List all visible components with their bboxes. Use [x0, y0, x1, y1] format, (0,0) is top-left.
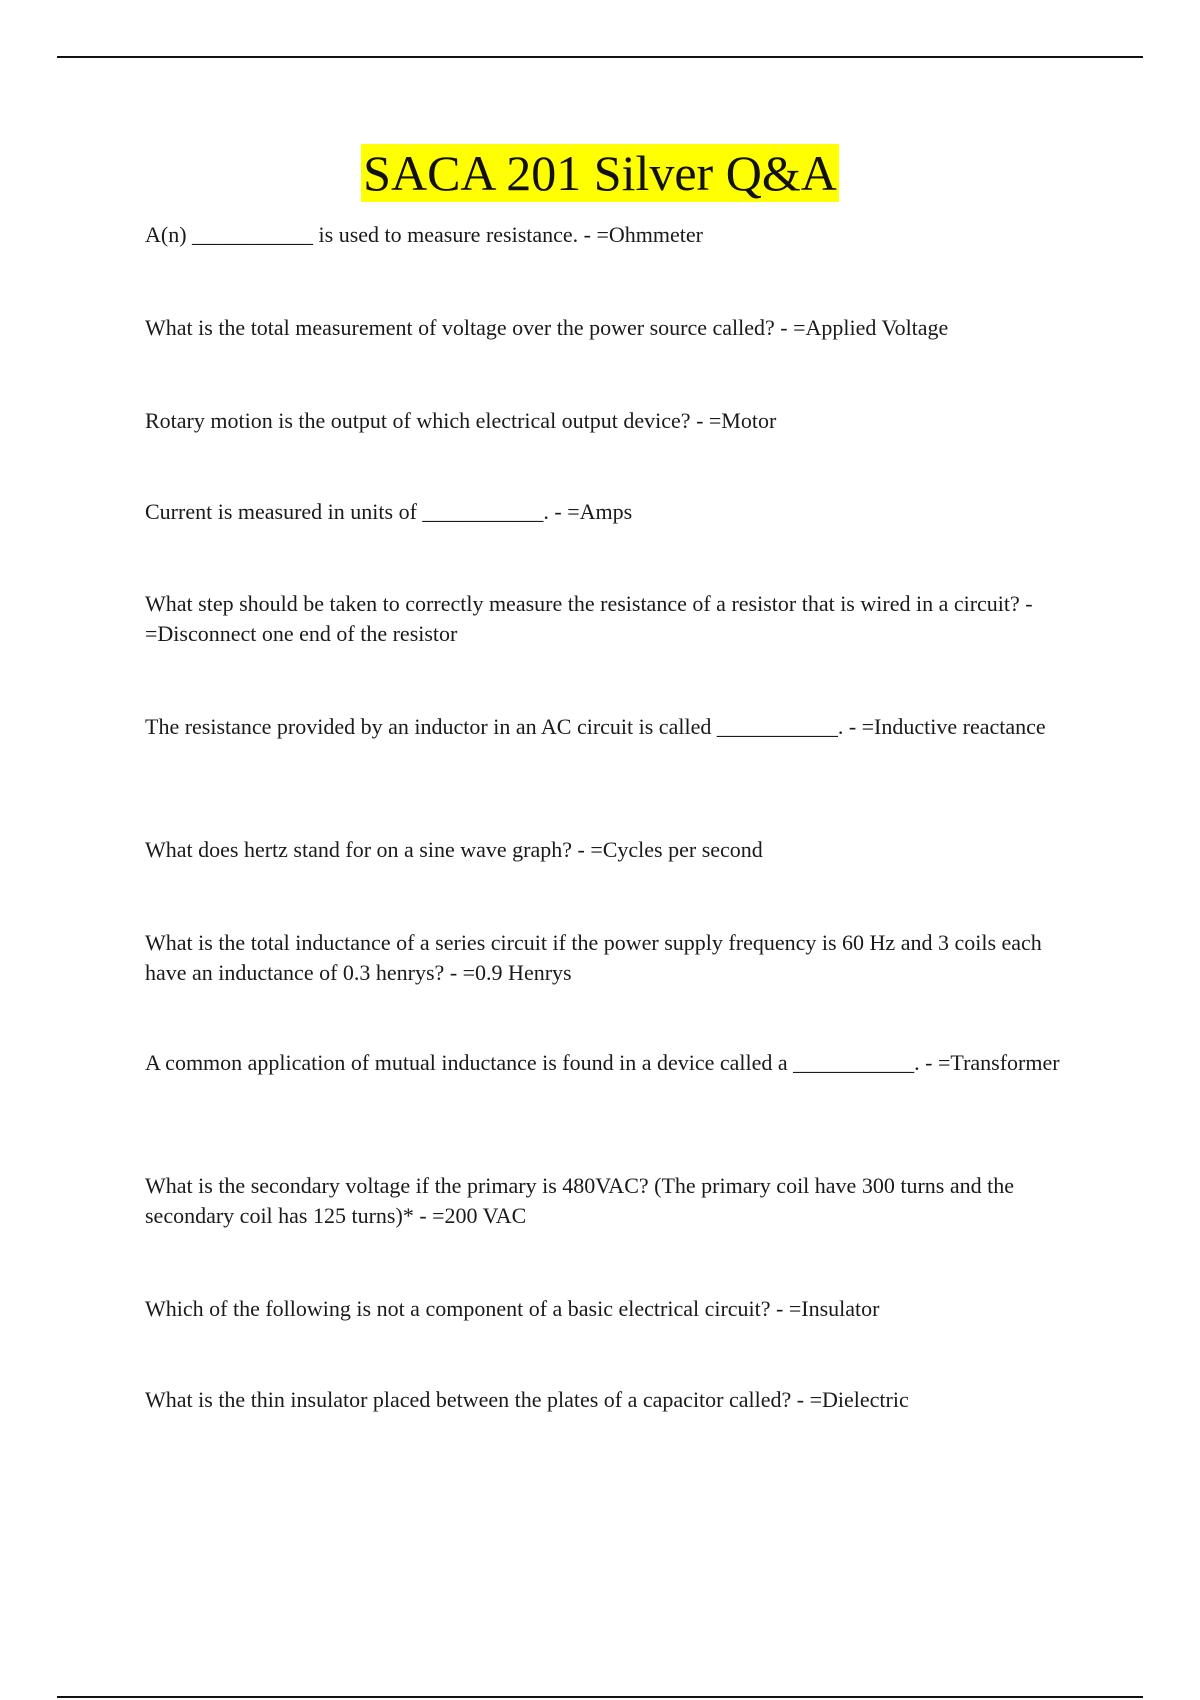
qa-item: What does hertz stand for on a sine wave graph? - =Cycles per second [145, 837, 763, 862]
qa-item: What step should be taken to correctly measure the resistance of a resistor that is wired in a circuit? - =Disconnect one end of the resistor [145, 591, 1033, 646]
qa-item: What is the total measurement of voltage over the power source called? - =Applied Voltage [145, 315, 949, 340]
qa-item: What is the thin insulator placed between the plates of a capacitor called? - =Dielectric [145, 1387, 909, 1412]
qa-item: Current is measured in units of ___________. - =Amps [145, 499, 633, 524]
header-rule [57, 56, 1143, 58]
qa-item: A common application of mutual inductance is found in a device called a ___________. - =Transformer [145, 1050, 1060, 1075]
qa-item: Which of the following is not a component of a basic electrical circuit? - =Insulator [145, 1296, 880, 1321]
qa-item: A(n) ___________ is used to measure resistance. - =Ohmmeter [145, 222, 703, 247]
qa-item: What is the total inductance of a series circuit if the power supply frequency is 60 Hz and 3 coils each have an inductance of 0.3 henrys? - =0.9 Henrys [145, 930, 1042, 985]
footer-rule [57, 1696, 1143, 1698]
qa-item: What is the secondary voltage if the primary is 480VAC? (The primary coil have 300 turns and the secondary coil has 125 turns)* - =200 VAC [145, 1173, 1014, 1228]
qa-item: The resistance provided by an inductor in an AC circuit is called ___________. - =Inductive reactance [145, 714, 1046, 739]
qa-item: Rotary motion is the output of which electrical output device? - =Motor [145, 408, 777, 433]
document-title: SACA 201 Silver Q&A [363, 145, 837, 201]
title-container [0, 144, 1200, 202]
